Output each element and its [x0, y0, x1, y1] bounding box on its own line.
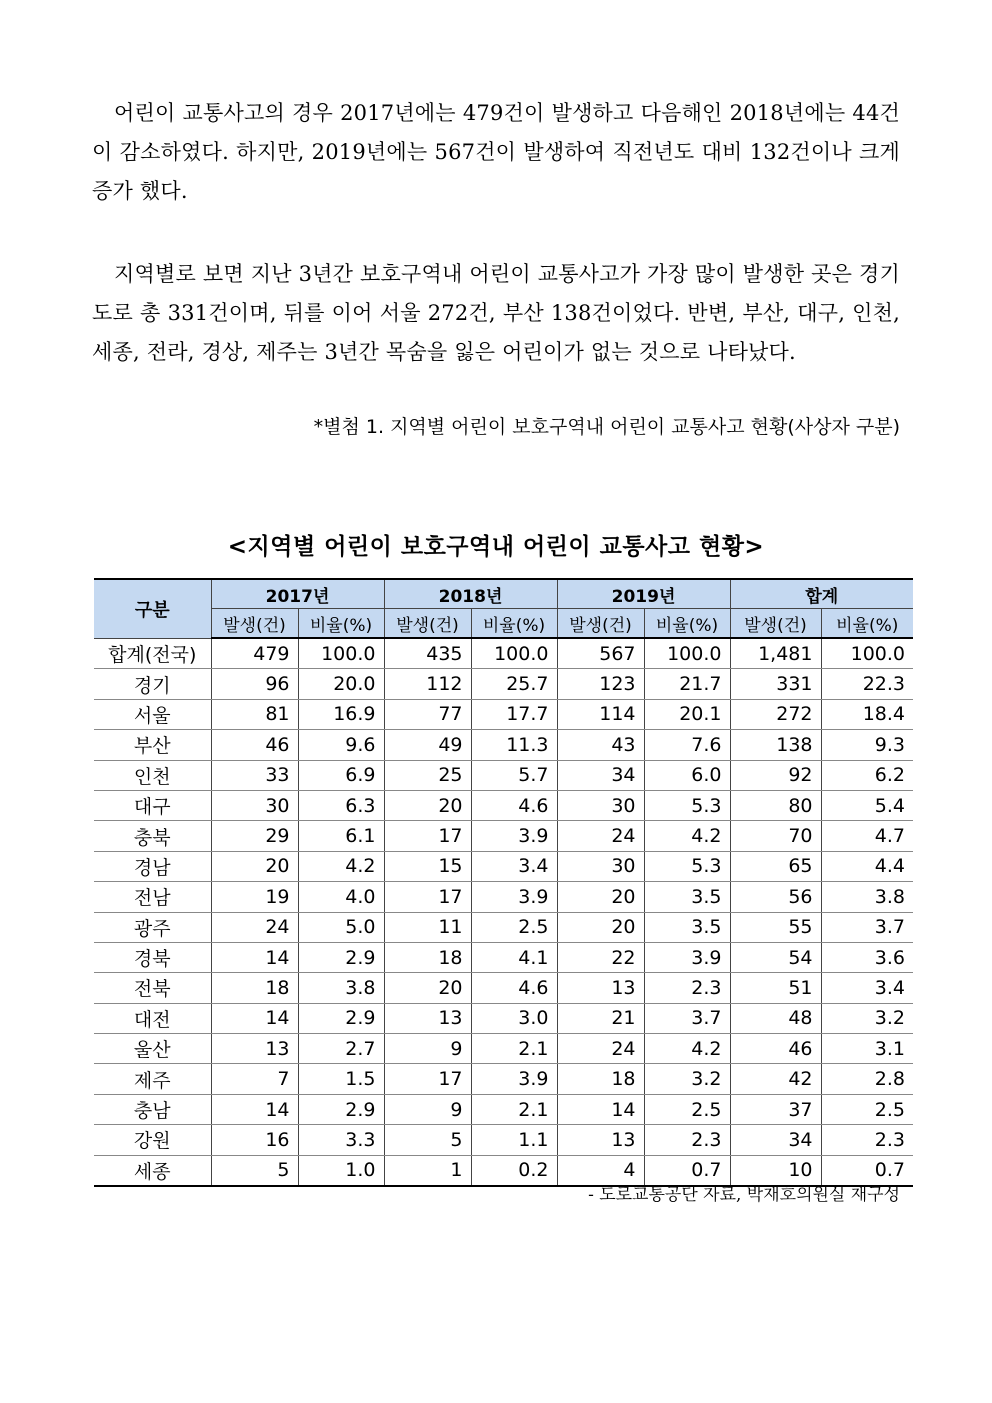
ratio-cell: 2.1 [471, 1034, 557, 1064]
table-row [94, 730, 913, 760]
count-cell: 10 [730, 1155, 821, 1186]
ratio-cell: 3.9 [471, 821, 557, 851]
ratio-cell: 1.0 [298, 1155, 384, 1186]
count-cell: 30 [557, 851, 644, 881]
ratio-cell: 2.9 [298, 1003, 384, 1033]
count-cell: 96 [211, 669, 298, 699]
ratio-cell: 2.5 [644, 1094, 730, 1124]
ratio-cell: 2.3 [644, 973, 730, 1003]
ratio-cell: 20.1 [644, 699, 730, 729]
sub-header-count: 발생(건) [730, 609, 821, 639]
ratio-cell: 4.0 [298, 882, 384, 912]
ratio-cell: 7.6 [644, 730, 730, 760]
count-cell: 49 [384, 730, 471, 760]
count-cell: 331 [730, 669, 821, 699]
count-cell: 80 [730, 790, 821, 820]
ratio-cell: 3.9 [471, 882, 557, 912]
table-row [94, 912, 913, 942]
ratio-cell: 4.2 [644, 821, 730, 851]
count-cell: 51 [730, 973, 821, 1003]
sub-header-ratio: 비율(%) [821, 609, 913, 639]
count-cell: 1 [384, 1155, 471, 1186]
group-header-total: 합계 [730, 579, 913, 609]
group-header-2017: 2017년 [211, 579, 384, 609]
count-cell: 11 [384, 912, 471, 942]
paragraph-regional-accidents: 지역별로 보면 지난 3년간 보호구역내 어린이 교통사고가 가장 많이 발생한 곳은 경기도로 총 331건이며, 뒤를 이어 서울 272건, 부산 138건이었다. 반변, 부산, 대구, 인천, 세종, 전라, 경상, 제주는 3년간 목숨을 잃은 어린이가 없는 것으로 나타났다. [92, 262, 900, 364]
region-cell: 광주 [94, 912, 211, 942]
count-cell: 20 [557, 912, 644, 942]
group-header-2018: 2018년 [384, 579, 557, 609]
ratio-cell: 0.7 [821, 1155, 913, 1186]
count-cell: 5 [384, 1125, 471, 1155]
ratio-cell: 3.9 [644, 942, 730, 972]
region-cell: 전남 [94, 882, 211, 912]
count-cell: 20 [384, 790, 471, 820]
region-cell: 세종 [94, 1155, 211, 1186]
count-cell: 17 [384, 1064, 471, 1094]
count-cell: 77 [384, 699, 471, 729]
ratio-cell: 2.3 [644, 1125, 730, 1155]
ratio-cell: 4.2 [644, 1034, 730, 1064]
ratio-cell: 3.0 [471, 1003, 557, 1033]
region-cell: 부산 [94, 730, 211, 760]
count-cell: 272 [730, 699, 821, 729]
count-cell: 48 [730, 1003, 821, 1033]
table-title: <지역별 어린이 보호구역내 어린이 교통사고 현황> [227, 534, 765, 560]
table-row [94, 760, 913, 790]
count-cell: 14 [211, 1094, 298, 1124]
table-row [94, 851, 913, 881]
count-cell: 65 [730, 851, 821, 881]
count-cell: 138 [730, 730, 821, 760]
ratio-cell: 1.1 [471, 1125, 557, 1155]
count-cell: 15 [384, 851, 471, 881]
ratio-cell: 25.7 [471, 669, 557, 699]
count-cell: 70 [730, 821, 821, 851]
ratio-cell: 3.6 [821, 942, 913, 972]
region-cell: 경기 [94, 669, 211, 699]
count-cell: 13 [211, 1034, 298, 1064]
ratio-cell: 17.7 [471, 699, 557, 729]
ratio-cell: 21.7 [644, 669, 730, 699]
count-cell: 112 [384, 669, 471, 699]
table-row [94, 1034, 913, 1064]
region-cell: 인천 [94, 760, 211, 790]
ratio-cell: 2.5 [471, 912, 557, 942]
sub-header-count: 발생(건) [384, 609, 471, 639]
count-cell: 81 [211, 699, 298, 729]
count-cell: 55 [730, 912, 821, 942]
count-cell: 43 [557, 730, 644, 760]
sub-header-count: 발생(건) [211, 609, 298, 639]
ratio-cell: 0.7 [644, 1155, 730, 1186]
region-cell: 강원 [94, 1125, 211, 1155]
count-cell: 33 [211, 760, 298, 790]
count-cell: 4 [557, 1155, 644, 1186]
count-cell: 37 [730, 1094, 821, 1124]
table-row [94, 699, 913, 729]
region-cell: 대전 [94, 1003, 211, 1033]
ratio-cell: 100.0 [298, 638, 384, 669]
ratio-cell: 6.9 [298, 760, 384, 790]
region-cell: 대구 [94, 790, 211, 820]
table-row [94, 669, 913, 699]
ratio-cell: 5.3 [644, 851, 730, 881]
count-cell: 5 [211, 1155, 298, 1186]
ratio-cell: 0.2 [471, 1155, 557, 1186]
count-cell: 20 [384, 973, 471, 1003]
ratio-cell: 18.4 [821, 699, 913, 729]
ratio-cell: 3.8 [821, 882, 913, 912]
sub-header-ratio: 비율(%) [298, 609, 384, 639]
table-row [94, 790, 913, 820]
count-cell: 30 [211, 790, 298, 820]
count-cell: 18 [211, 973, 298, 1003]
region-cell: 충북 [94, 821, 211, 851]
count-cell: 567 [557, 638, 644, 669]
count-cell: 114 [557, 699, 644, 729]
ratio-cell: 3.1 [821, 1034, 913, 1064]
ratio-cell: 4.6 [471, 790, 557, 820]
count-cell: 13 [557, 973, 644, 1003]
group-header-2019: 2019년 [557, 579, 730, 609]
ratio-cell: 3.4 [821, 973, 913, 1003]
ratio-cell: 9.6 [298, 730, 384, 760]
count-cell: 14 [211, 942, 298, 972]
ratio-cell: 20.0 [298, 669, 384, 699]
count-cell: 46 [211, 730, 298, 760]
count-cell: 435 [384, 638, 471, 669]
ratio-cell: 4.4 [821, 851, 913, 881]
row-header-label: 구분 [94, 579, 211, 638]
ratio-cell: 3.7 [821, 912, 913, 942]
ratio-cell: 3.2 [821, 1003, 913, 1033]
count-cell: 20 [557, 882, 644, 912]
region-cell: 제주 [94, 1064, 211, 1094]
region-cell: 울산 [94, 1034, 211, 1064]
table-row [94, 942, 913, 972]
ratio-cell: 6.2 [821, 760, 913, 790]
table-row [94, 1094, 913, 1124]
count-cell: 92 [730, 760, 821, 790]
ratio-cell: 2.7 [298, 1034, 384, 1064]
count-cell: 14 [557, 1094, 644, 1124]
table-row [94, 638, 913, 669]
ratio-cell: 9.3 [821, 730, 913, 760]
table-row [94, 1064, 913, 1094]
ratio-cell: 2.9 [298, 942, 384, 972]
ratio-cell: 3.5 [644, 912, 730, 942]
attachment-note: *별첨 1. 지역별 어린이 보호구역내 어린이 교통사고 현황(사상자 구분) [313, 416, 900, 438]
ratio-cell: 2.8 [821, 1064, 913, 1094]
ratio-cell: 5.3 [644, 790, 730, 820]
table-row [94, 1125, 913, 1155]
count-cell: 17 [384, 882, 471, 912]
table-body [94, 638, 913, 1186]
ratio-cell: 100.0 [821, 638, 913, 669]
region-cell: 경남 [94, 851, 211, 881]
region-cell: 합계(전국) [94, 638, 211, 669]
count-cell: 22 [557, 942, 644, 972]
ratio-cell: 6.0 [644, 760, 730, 790]
ratio-cell: 6.1 [298, 821, 384, 851]
ratio-cell: 2.3 [821, 1125, 913, 1155]
region-cell: 경북 [94, 942, 211, 972]
ratio-cell: 4.2 [298, 851, 384, 881]
source-note: - 도로교통공단 자료, 박재호의원실 재구성 [588, 1185, 900, 1205]
regional-accident-table [94, 578, 913, 1187]
count-cell: 24 [557, 1034, 644, 1064]
count-cell: 1,481 [730, 638, 821, 669]
count-cell: 7 [211, 1064, 298, 1094]
ratio-cell: 3.3 [298, 1125, 384, 1155]
count-cell: 24 [557, 821, 644, 851]
ratio-cell: 6.3 [298, 790, 384, 820]
count-cell: 34 [557, 760, 644, 790]
count-cell: 42 [730, 1064, 821, 1094]
table-row [94, 882, 913, 912]
count-cell: 34 [730, 1125, 821, 1155]
sub-header-count: 발생(건) [557, 609, 644, 639]
table-row [94, 973, 913, 1003]
ratio-cell: 5.0 [298, 912, 384, 942]
paragraph-children-accidents-trend: 어린이 교통사고의 경우 2017년에는 479건이 발생하고 다음해인 2018년에는 44건이 감소하였다. 하지만, 2019년에는 567건이 발생하여 직전년도 대비 132건이나 크게 증가 했다. [92, 101, 900, 203]
ratio-cell: 100.0 [644, 638, 730, 669]
ratio-cell: 5.7 [471, 760, 557, 790]
count-cell: 9 [384, 1034, 471, 1064]
ratio-cell: 11.3 [471, 730, 557, 760]
ratio-cell: 3.7 [644, 1003, 730, 1033]
ratio-cell: 3.9 [471, 1064, 557, 1094]
count-cell: 21 [557, 1003, 644, 1033]
ratio-cell: 2.1 [471, 1094, 557, 1124]
region-cell: 충남 [94, 1094, 211, 1124]
count-cell: 20 [211, 851, 298, 881]
ratio-cell: 4.1 [471, 942, 557, 972]
ratio-cell: 22.3 [821, 669, 913, 699]
count-cell: 54 [730, 942, 821, 972]
count-cell: 479 [211, 638, 298, 669]
ratio-cell: 2.9 [298, 1094, 384, 1124]
count-cell: 24 [211, 912, 298, 942]
count-cell: 17 [384, 821, 471, 851]
region-cell: 전북 [94, 973, 211, 1003]
ratio-cell: 4.7 [821, 821, 913, 851]
table-row [94, 1003, 913, 1033]
count-cell: 14 [211, 1003, 298, 1033]
count-cell: 25 [384, 760, 471, 790]
count-cell: 46 [730, 1034, 821, 1064]
ratio-cell: 2.5 [821, 1094, 913, 1124]
ratio-cell: 1.5 [298, 1064, 384, 1094]
count-cell: 18 [384, 942, 471, 972]
count-cell: 18 [557, 1064, 644, 1094]
ratio-cell: 3.5 [644, 882, 730, 912]
ratio-cell: 16.9 [298, 699, 384, 729]
table-row [94, 821, 913, 851]
count-cell: 13 [384, 1003, 471, 1033]
ratio-cell: 100.0 [471, 638, 557, 669]
ratio-cell: 3.2 [644, 1064, 730, 1094]
count-cell: 16 [211, 1125, 298, 1155]
count-cell: 29 [211, 821, 298, 851]
ratio-cell: 4.6 [471, 973, 557, 1003]
count-cell: 19 [211, 882, 298, 912]
sub-header-ratio: 비율(%) [471, 609, 557, 639]
count-cell: 56 [730, 882, 821, 912]
count-cell: 30 [557, 790, 644, 820]
ratio-cell: 5.4 [821, 790, 913, 820]
count-cell: 123 [557, 669, 644, 699]
ratio-cell: 3.8 [298, 973, 384, 1003]
region-cell: 서울 [94, 699, 211, 729]
count-cell: 9 [384, 1094, 471, 1124]
sub-header-ratio: 비율(%) [644, 609, 730, 639]
count-cell: 13 [557, 1125, 644, 1155]
ratio-cell: 3.4 [471, 851, 557, 881]
